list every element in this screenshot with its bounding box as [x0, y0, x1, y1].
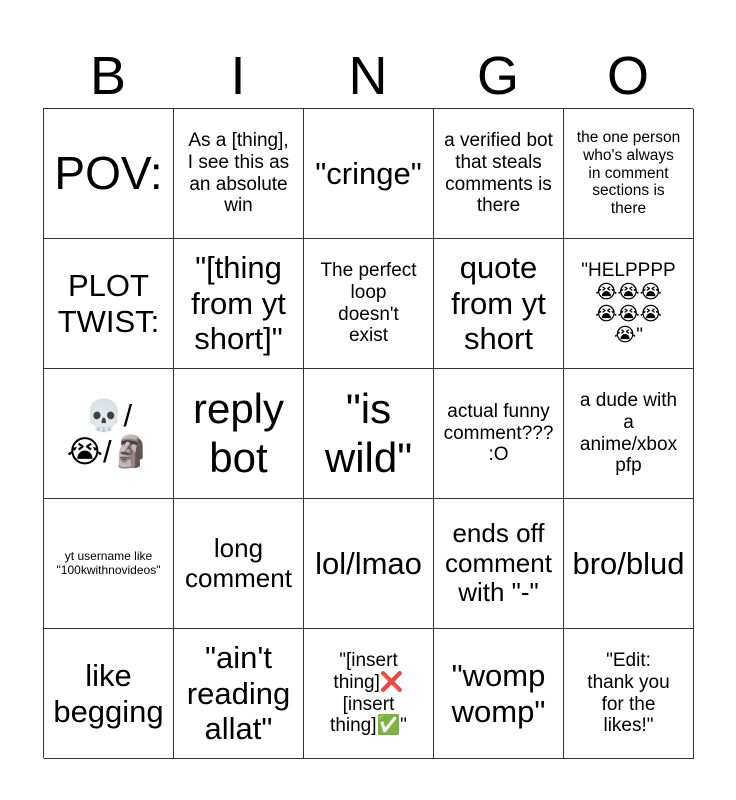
- bingo-cell-3-4[interactable]: [434, 369, 564, 499]
- bingo-cell-3-3[interactable]: [304, 369, 434, 499]
- bingo-cell-2-1[interactable]: [44, 239, 174, 369]
- cell-text: As a [thing], I see this as an absolute win: [187, 129, 290, 217]
- bingo-cell-4-5[interactable]: [564, 499, 694, 629]
- bingo-cell-2-3[interactable]: [304, 239, 434, 369]
- cell-text: long comment: [185, 532, 292, 593]
- cell-text: yt username like "100kwithnovideos": [56, 548, 161, 577]
- bingo-cell-1-3[interactable]: [304, 109, 434, 239]
- cell-text: 💀/ 😭/🗿: [66, 397, 151, 469]
- header-letter-o: O: [606, 46, 649, 106]
- cell-text: PLOT TWIST:: [57, 267, 160, 339]
- cell-text: "ain't reading allat": [186, 640, 291, 747]
- bingo-cell-4-3[interactable]: [304, 499, 434, 629]
- cell-text: "HELPPPP 😭😭😭 😭😭😭 😭": [581, 259, 676, 347]
- cell-text: POV:: [54, 147, 163, 200]
- cell-text: bro/blud: [572, 545, 685, 581]
- cell-text: like begging: [53, 657, 164, 729]
- bingo-cell-3-1[interactable]: [44, 369, 174, 499]
- bingo-cell-5-3[interactable]: [304, 629, 434, 759]
- cell-text: The perfect loop doesn't exist: [320, 259, 417, 347]
- bingo-cell-4-2[interactable]: [174, 499, 304, 629]
- cell-text: "womp womp": [451, 657, 546, 729]
- bingo-card: [43, 108, 693, 758]
- header-letter-g: G: [476, 46, 519, 106]
- cell-text: the one person who's always in comment sections is there: [576, 128, 681, 218]
- cell-text: "is wild": [324, 385, 413, 481]
- bingo-cell-5-5[interactable]: [564, 629, 694, 759]
- bingo-cell-3-5[interactable]: [564, 369, 694, 499]
- bingo-cell-2-4[interactable]: [434, 239, 564, 369]
- cell-text: ends off comment with "-": [445, 517, 552, 608]
- cell-text: reply bot: [192, 385, 285, 481]
- bingo-cell-4-1[interactable]: [44, 499, 174, 629]
- bingo-cell-1-2[interactable]: [174, 109, 304, 239]
- bingo-cell-5-1[interactable]: [44, 629, 174, 759]
- cell-text: actual funny comment??? :O: [443, 400, 554, 466]
- bingo-cell-2-5[interactable]: [564, 239, 694, 369]
- bingo-cell-5-2[interactable]: [174, 629, 304, 759]
- cell-text: a dude with a anime/xbox pfp: [579, 389, 678, 477]
- bingo-cell-5-4[interactable]: [434, 629, 564, 759]
- cell-text: "cringe": [315, 155, 422, 191]
- header-letter-b: B: [89, 46, 127, 106]
- header-letter-i: I: [230, 46, 246, 106]
- bingo-cell-4-4[interactable]: [434, 499, 564, 629]
- bingo-cell-1-5[interactable]: [564, 109, 694, 239]
- bingo-cell-3-2[interactable]: [174, 369, 304, 499]
- bingo-cell-1-4[interactable]: [434, 109, 564, 239]
- bingo-cell-2-2[interactable]: [174, 239, 304, 369]
- bingo-cell-1-1[interactable]: [44, 109, 174, 239]
- cell-text: a verified bot that steals comments is there: [444, 129, 553, 217]
- cell-text: "[thing from yt short]": [191, 250, 286, 357]
- header-letter-n: N: [348, 46, 388, 106]
- cell-text: lol/lmao: [315, 545, 422, 581]
- bingo-header: [43, 46, 693, 106]
- cell-text: "[insert thing]❌ [insert thing]✅": [330, 649, 407, 737]
- cell-text: "Edit: thank you for the likes!": [587, 649, 670, 737]
- cell-text: quote from yt short: [451, 250, 546, 357]
